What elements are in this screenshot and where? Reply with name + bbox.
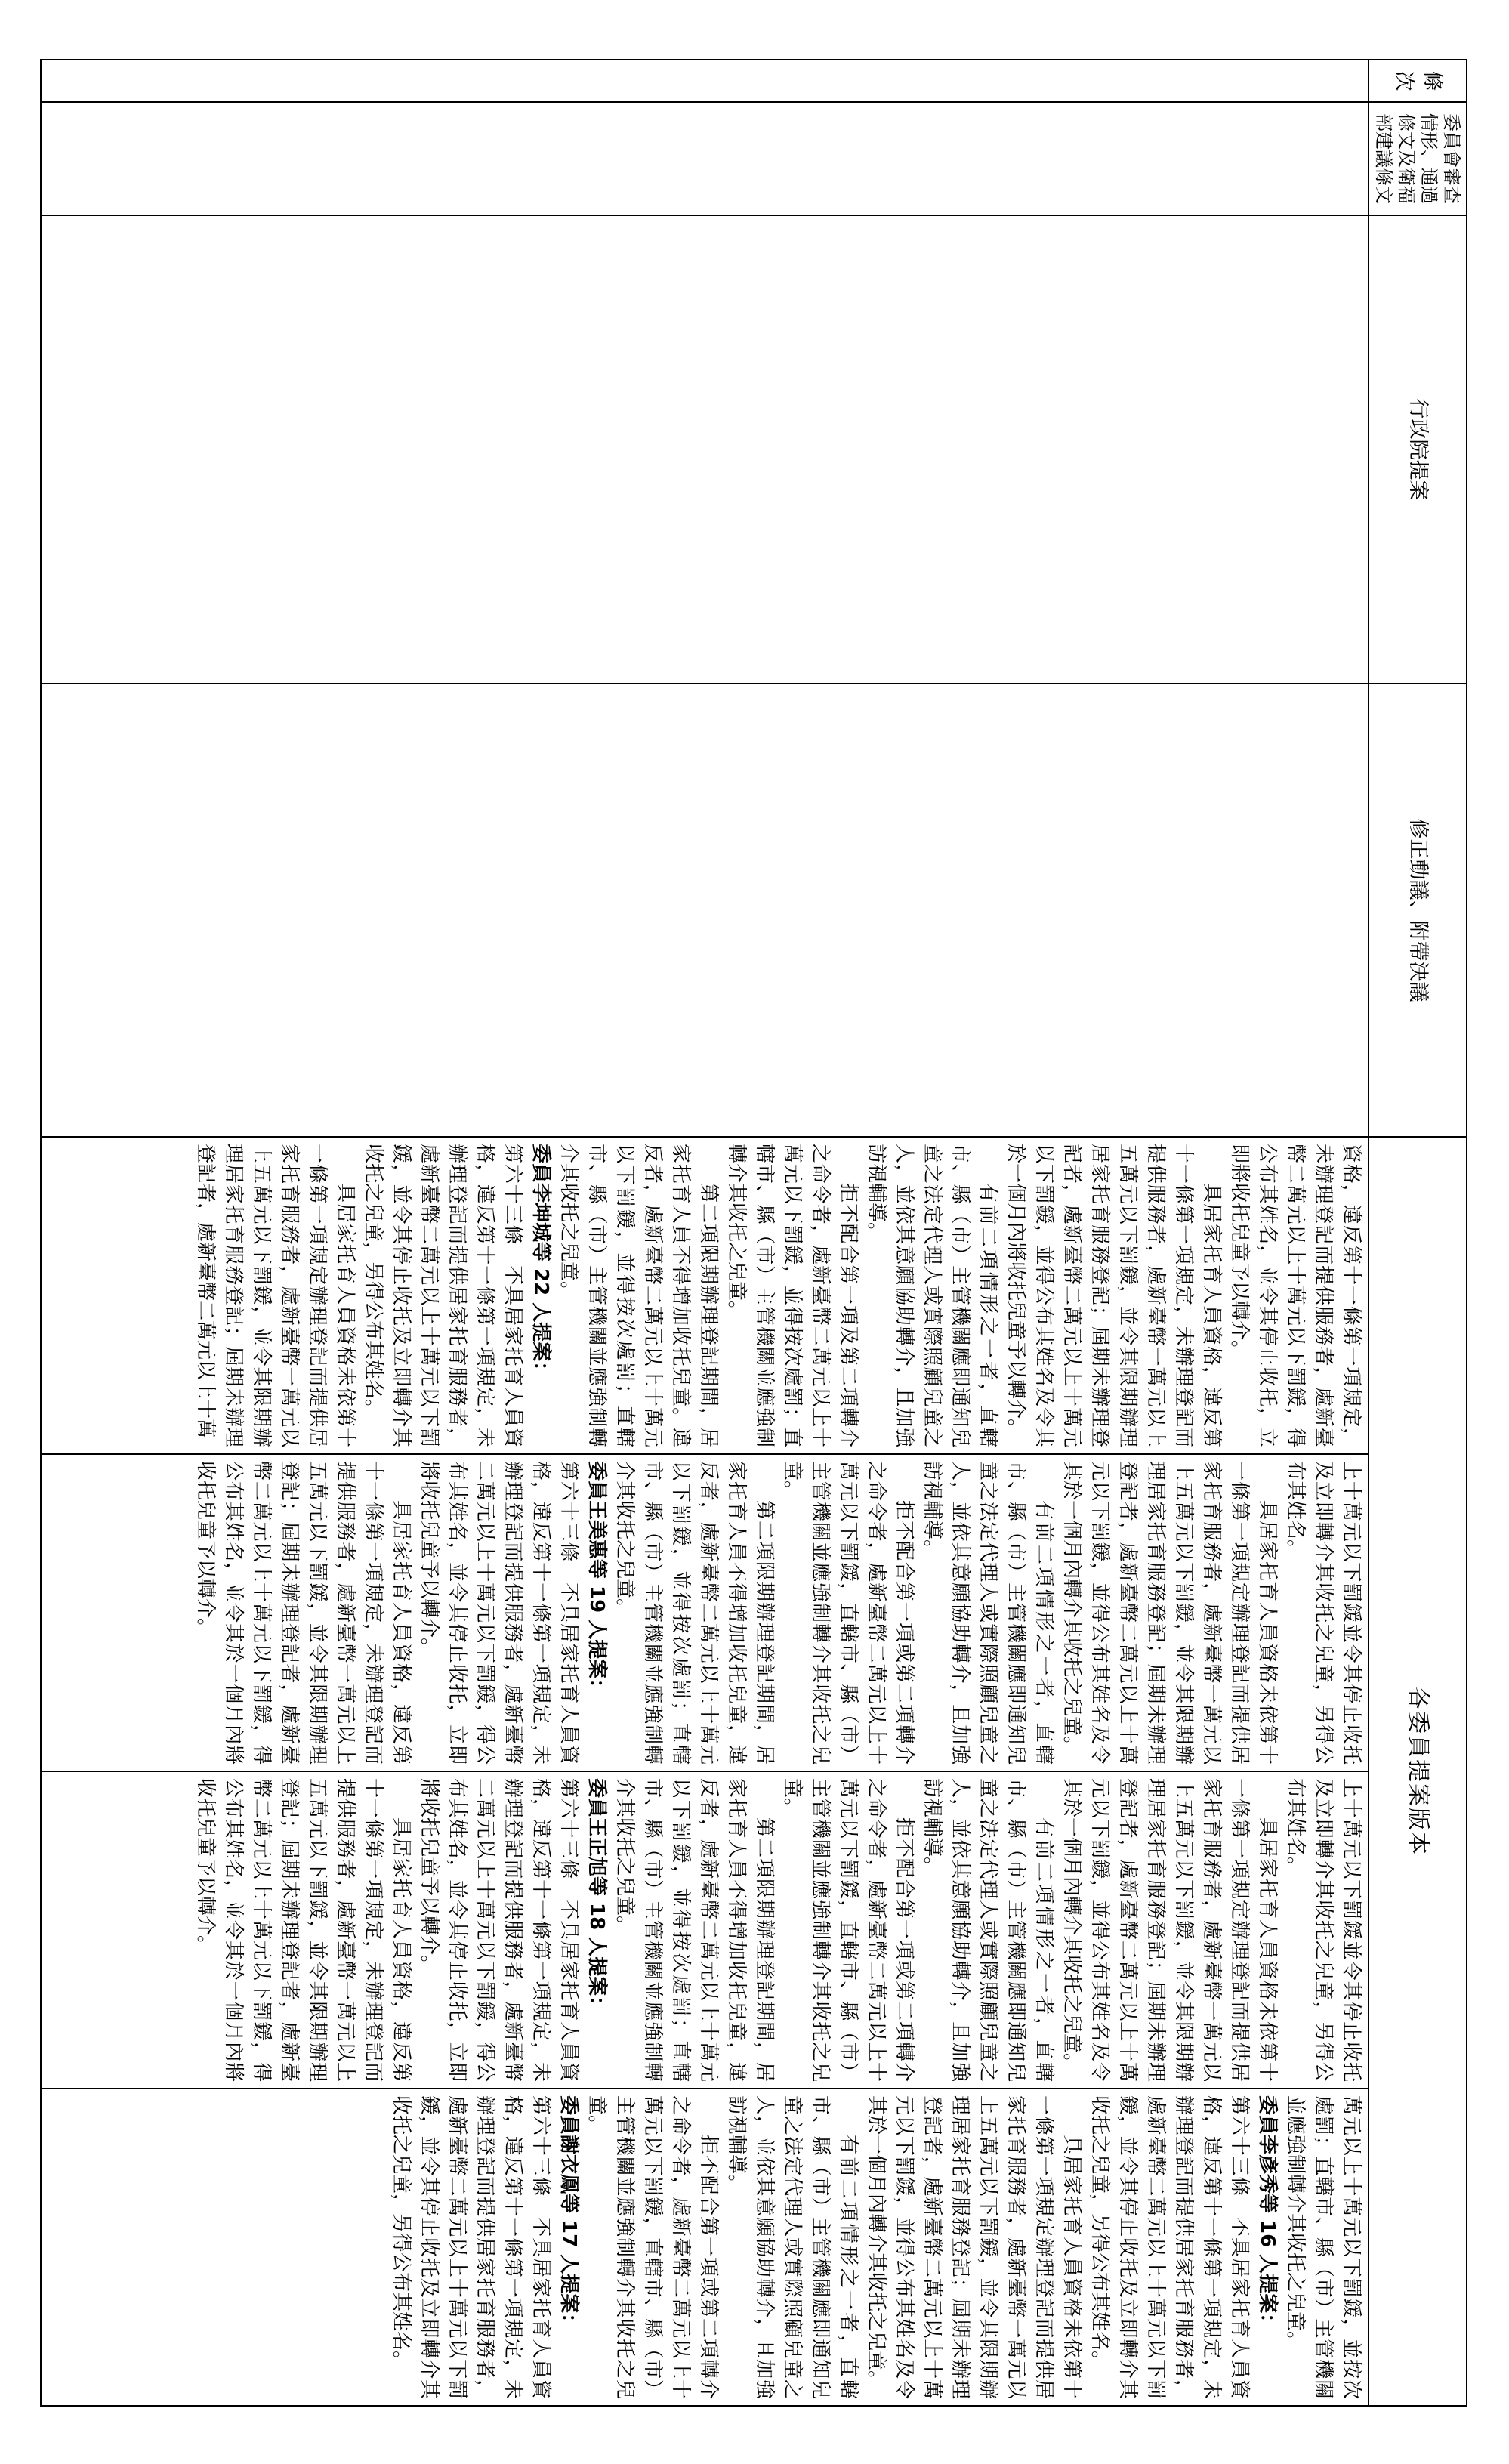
proposal-paragraph: 具居家托育人員資格未依第十一條第一項規定辦理登記而提供居家托育服務者，處新臺幣一萬元以上五萬元以下罰鍰，並令其限期辦理居家托育服務登記；屆期未辦理登記者，處新臺幣二萬元以上十萬: [194, 1144, 356, 1447]
proposal-paragraph: 拒不配合第一項或第二項轉介之命令者，處新臺幣二萬元以上十萬元以下罰鍰，直轄市、縣（市）主管機關並應強制轉介其收托之兒童。: [781, 1461, 915, 1765]
proposal-paragraph: 有前二項情形之一者，直轄市、縣（市）主管機關應即通知兒童之法定代理人或實際照顧兒童之人，並依其意願協助轉介，且加強訪視輔導。: [725, 2095, 859, 2399]
proposal-paragraph: 具居家托育人員資格未依第十一條第一項規定辦理登記而提供居家托育服務者，處新臺幣一萬元以上五萬元以下罰鍰，並令其限期辦理居家托育服務登記；屆期未辦理登記者，處新臺幣二萬元以上十萬元以下罰鍰，並得公布其姓名及令其於一個月內轉介其收托之兒童。: [1060, 1778, 1279, 2082]
article-cell: [41, 60, 1369, 102]
body-row: [41, 60, 1369, 2406]
proposal-paragraph: 資格，違反第十一條第一項規定，未辦理登記而提供服務者，處新臺幣二萬元以上十萬元以下罰鍰，得公布其姓名，並令其停止收托，立即將收托兒童予以轉介。: [1228, 1144, 1362, 1447]
comparison-table: [40, 59, 1467, 2407]
proposal-paragraph: 第六十三條 不具居家托育人員資格，違反第十一條第一項規定，未辦理登記而提供服務者，處新臺幣二萬元以上十萬元以下罰鍰，得公布其姓名，並令其停止收托，立即將收托兒童予以轉介。: [418, 1778, 580, 2082]
proposal-column-3: [41, 1771, 1369, 2089]
proposer-heading: 委員李彥秀等 16 人提案：: [1256, 2095, 1279, 2333]
proposal-paragraph: 第六十三條 不具居家托育人員資格，違反第十一條第一項規定，未辦理登記而提供居家托育服務者，處新臺幣二萬元以上十萬元以下罰鍰，並令其停止收托及立即轉介其收托之兒童，另得公布其姓名。: [390, 2095, 552, 2399]
proposal-column-4: [41, 2089, 1369, 2406]
proposal-paragraph: 第六十三條 不具居家托育人員資格，違反第十一條第一項規定，未辦理登記而提供服務者，處新臺幣二萬元以上十萬元以下罰鍰，得公布其姓名，並令其停止收托，立即將收托兒童予以轉介。: [418, 1461, 580, 1765]
proposer-heading: 委員謝衣鳯等 17 人提案：: [557, 2095, 580, 2333]
review-cell: [41, 102, 1369, 215]
proposer-heading: 委員王正旭等 18 人提案：: [585, 1778, 608, 2016]
proposal-paragraph: 上十萬元以下罰鍰並令其停止收托及立即轉介其收托之兒童，另得公布其姓名。: [1284, 1778, 1362, 2082]
proposal-paragraph: 拒不配合第一項及第二項轉介之命令者，處新臺幣二萬元以上十萬元以下罰鍰，並得按次處罰；直轄市、縣（市）主管機關並應強制轉介其收托之兒童。: [725, 1144, 859, 1447]
proposal-column-1: [41, 1137, 1369, 1454]
amendment-header: 修正動議、附帶決議: [1369, 684, 1467, 1137]
executive-cell: [41, 215, 1369, 684]
proposal-column-2: [41, 1454, 1369, 1771]
review-header: 委員會審查情形、通過條文及衛福部建議條文: [1369, 102, 1467, 215]
proposal-paragraph: 萬元以上十萬元以下罰鍰，並按次處罰；直轄市、縣（市）主管機關並應強制轉介其收托之兒童。: [1284, 2095, 1362, 2399]
proposer-heading: 委員李坤城等 22 人提案：: [529, 1144, 552, 1382]
proposal-paragraph: 有前二項情形之一者，直轄市、縣（市）主管機關應即通知兒童之法定代理人或實際照顧兒童之人，並依其意願協助轉介，且加強訪視輔導。: [865, 1144, 999, 1447]
proposal-paragraph: 具居家托育人員資格，違反第十一條第一項規定，未辦理登記而提供服務者，處新臺幣一萬元以上五萬元以下罰鍰，並令其限期辦理居家托育服務登記；屆期未辦理登記者，處新臺幣二萬元以上十萬元以下罰鍰，並得公布其姓名及令其於一個月內將收托兒童予以轉介。: [1004, 1144, 1223, 1447]
proposal-paragraph: 具居家托育人員資格未依第十一條第一項規定辦理登記而提供居家托育服務者，處新臺幣一萬元以上五萬元以下罰鍰，並令其限期辦理居家托育服務登記；屆期未辦理登記者，處新臺幣二萬元以上十萬元以下罰鍰，並得公布其姓名及令其於一個月內轉介其收托之兒童。: [1060, 1461, 1279, 1765]
proposal-paragraph: 拒不配合第一項或第二項轉介之命令者，處新臺幣二萬元以上十萬元以下罰鍰，直轄市、縣（市）主管機關並應強制轉介其收托之兒童。: [781, 1778, 915, 2082]
proposal-paragraph: 有前二項情形之一者，直轄市、縣（市）主管機關應即通知兒童之法定代理人或實際照顧兒童之人，並依其意願協助轉介，且加強訪視輔導。: [921, 1778, 1055, 2082]
proposal-paragraph: 具居家托育人員資格，違反第十一條第一項規定，未辦理登記而提供服務者，處新臺幣一萬元以上五萬元以下罰鍰，並令其限期辦理登記；屆期未辦理登記者，處新臺幣二萬元以上十萬元以下罰鍰，得公布其姓名，並令其於一個月內將收托兒童予以轉介。: [194, 1461, 412, 1765]
amendment-cell: [41, 684, 1369, 1137]
proposal-paragraph: 上十萬元以下罰鍰並令其停止收托及立即轉介其收托之兒童，另得公布其姓名。: [1284, 1461, 1362, 1765]
executive-header: 行政院提案: [1369, 215, 1467, 684]
proposal-paragraph: 第二項限期辦理登記期間，居家托育人員不得增加收托兒童，違反者，處新臺幣二萬元以上十萬元以下罰鍰，並得按次處罰；直轄市、縣（市）主管機關並應強制轉介其收托之兒童。: [613, 1461, 776, 1765]
proposal-paragraph: 具居家托育人員資格未依第十一條第一項規定辦理登記而提供居家托育服務者，處新臺幣一萬元以上五萬元以下罰鍰，並令其限期辦理居家托育服務登記；屆期未辦理登記者，處新臺幣二萬元以上十萬元以下罰鍰，並得公布其姓名及令其於一個月內轉介其收托之兒童。: [865, 2095, 1083, 2399]
proposal-paragraph: 第二項限期辦理登記期間，居家托育人員不得增加收托兒童，違反者，處新臺幣二萬元以上十萬元以下罰鍰，並得按次處罰；直轄市、縣（市）主管機關並應強制轉介其收托之兒童。: [613, 1778, 776, 2082]
proposal-paragraph: 有前二項情形之一者，直轄市、縣（市）主管機關應即通知兒童之法定代理人或實際照顧兒童之人，並依其意願協助轉介，且加強訪視輔導。: [921, 1461, 1055, 1765]
proposal-paragraph: 第二項限期辦理登記期間，居家托育人員不得增加收托兒童。違反者，處新臺幣二萬元以上十萬元以下罰鍰，並得按次處罰；直轄市、縣（市）主管機關並應強制轉介其收托之兒童。: [557, 1144, 720, 1447]
proposal-paragraph: 具居家托育人員資格，違反第十一條第一項規定，未辦理登記而提供服務者，處新臺幣一萬元以上五萬元以下罰鍰，並令其限期辦理登記；屆期未辦理登記者，處新臺幣二萬元以上十萬元以下罰鍰，得公布其姓名，並令其於一個月內將收托兒童予以轉介。: [194, 1778, 412, 2082]
proposals-header: 各委員提案版本: [1369, 1137, 1467, 2406]
proposer-heading: 委員王美惠等 19 人提案：: [585, 1461, 608, 1699]
proposal-paragraph: 拒不配合第一項或第二項轉介之命令者，處新臺幣二萬元以上十萬元以下罰鍰，直轄市、縣（市）主管機關並應強制轉介其收托之兒童。: [585, 2095, 720, 2399]
article-header: 條次: [1369, 60, 1467, 102]
proposal-paragraph: 第六十三條 不具居家托育人員資格，違反第十一條第一項規定，未辦理登記而提供居家托育服務者，處新臺幣二萬元以上十萬元以下罰鍰，並令其停止收托及立即轉介其收托之兒童，另得公布其姓名。: [1088, 2095, 1251, 2399]
header-row: [1369, 60, 1467, 2406]
proposal-paragraph: 第六十三條 不具居家托育人員資格，違反第十一條第一項規定，未辦理登記而提供居家托育服務者，處新臺幣二萬元以上十萬元以下罰鍰，並令其停止收托及立即轉介其收托之兒童，另得公布其姓名。: [362, 1144, 524, 1447]
